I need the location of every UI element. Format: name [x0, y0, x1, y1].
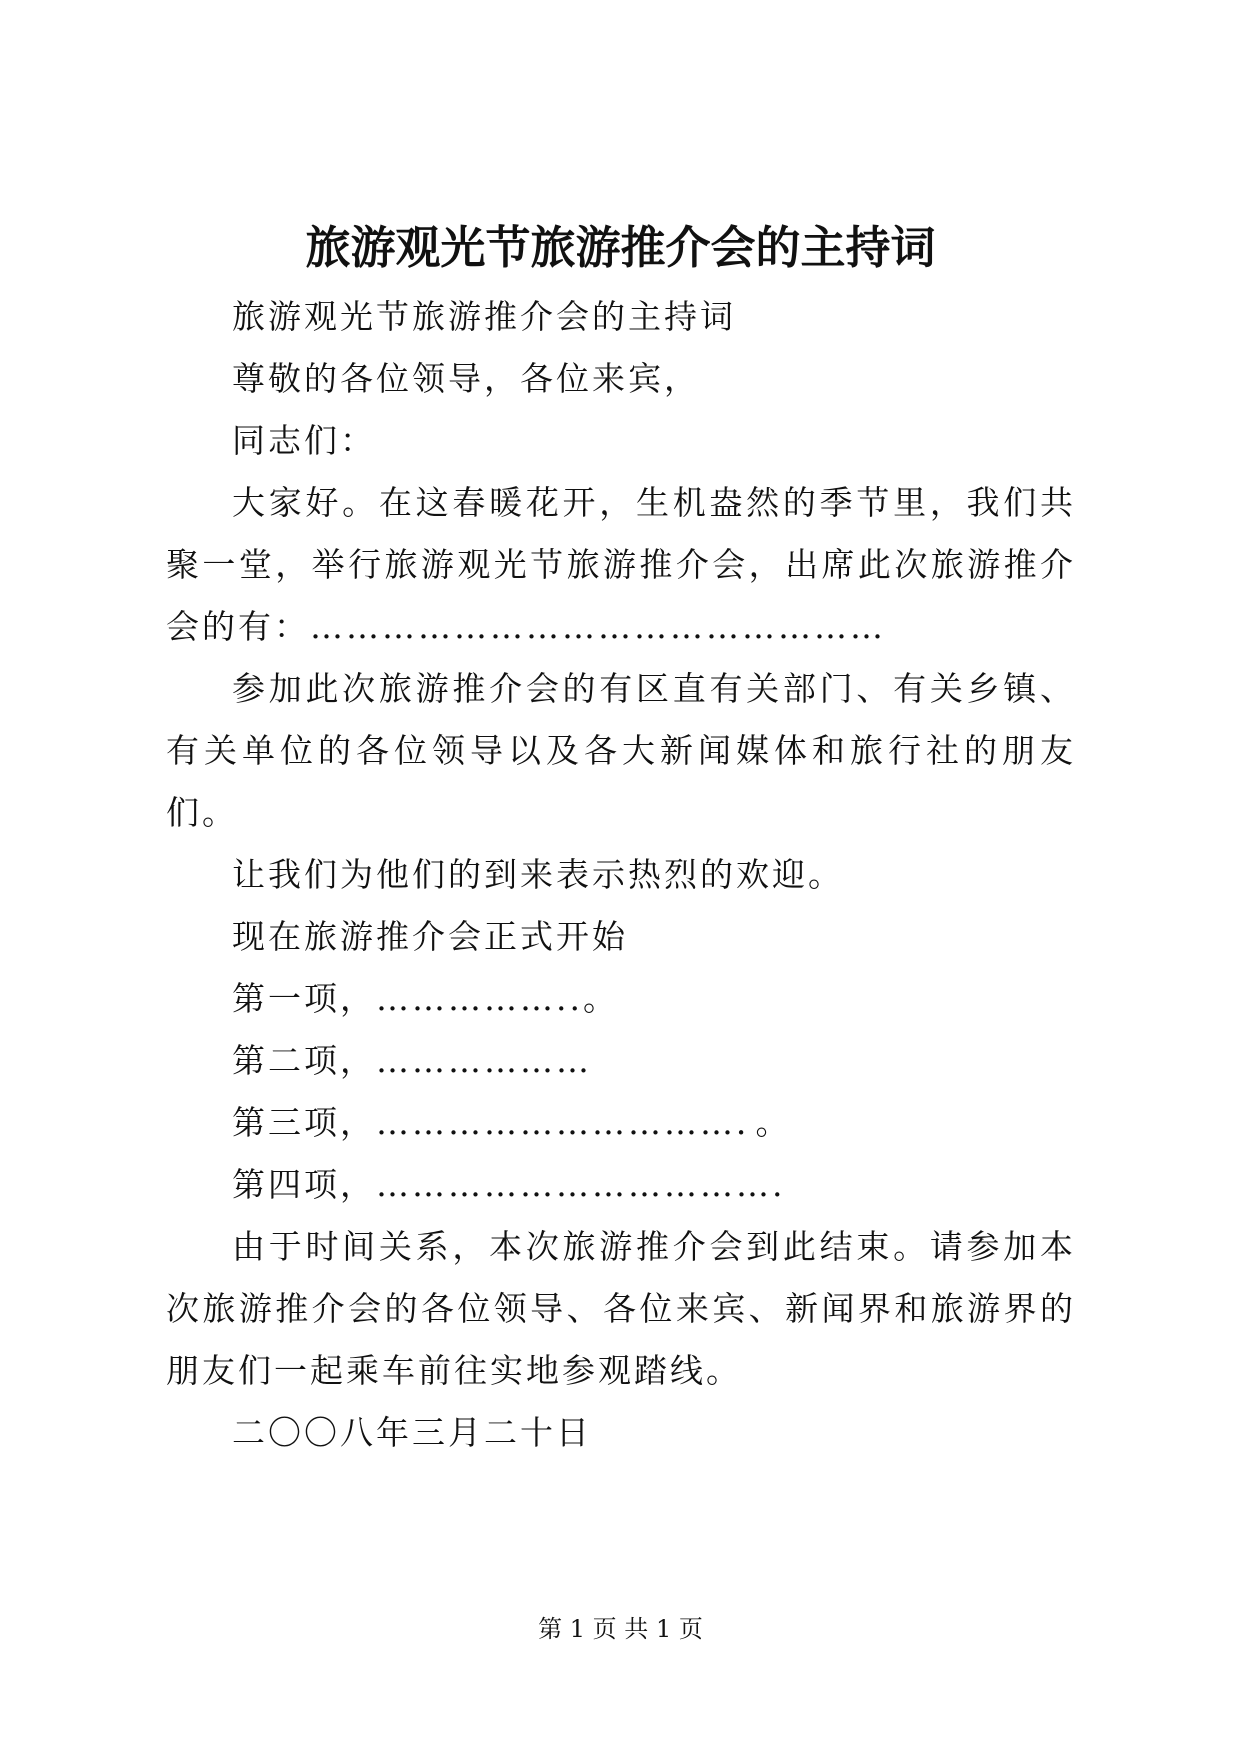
body-paragraph: 第三项，…………………………．。 [232, 1103, 792, 1142]
body-paragraph: 旅游观光节旅游推介会的主持词 [232, 297, 736, 336]
body-paragraph: 第一项，……………..。 [232, 979, 619, 1018]
body-paragraph: 参加此次旅游推介会的有区直有关部门、有关乡镇、有关单位的各位领导以及各大新闻媒体和旅行社的朋友们。 [166, 669, 1076, 832]
body-paragraph: 大家好。在这春暖花开，生机盎然的季节里，我们共聚一堂，举行旅游观光节旅游推介会，出席此次旅游推介会的有：………………………………………… [166, 483, 1076, 646]
body-paragraph: 尊敬的各位领导，各位来宾， [232, 359, 700, 398]
body-paragraph: 同志们： [232, 421, 376, 460]
document-body [166, 286, 1076, 1464]
body-paragraph: 现在旅游推介会正式开始 [232, 917, 628, 956]
body-paragraph: 第二项，……………… [232, 1041, 592, 1080]
date-line: 二〇〇八年三月二十日 [232, 1413, 592, 1452]
body-paragraph: 由于时间关系，本次旅游推介会到此结束。请参加本次旅游推介会的各位领导、各位来宾、新闻界和旅游界的朋友们一起乘车前往实地参观踏线。 [166, 1227, 1076, 1390]
body-paragraph: 让我们为他们的到来表示热烈的欢迎。 [232, 855, 844, 894]
document-title: 旅游观光节旅游推介会的主持词 [305, 221, 936, 274]
body-paragraph: 第四项，……………………………. [232, 1165, 786, 1204]
page-number-footer: 第 1 页 共 1 页 [538, 1615, 703, 1643]
